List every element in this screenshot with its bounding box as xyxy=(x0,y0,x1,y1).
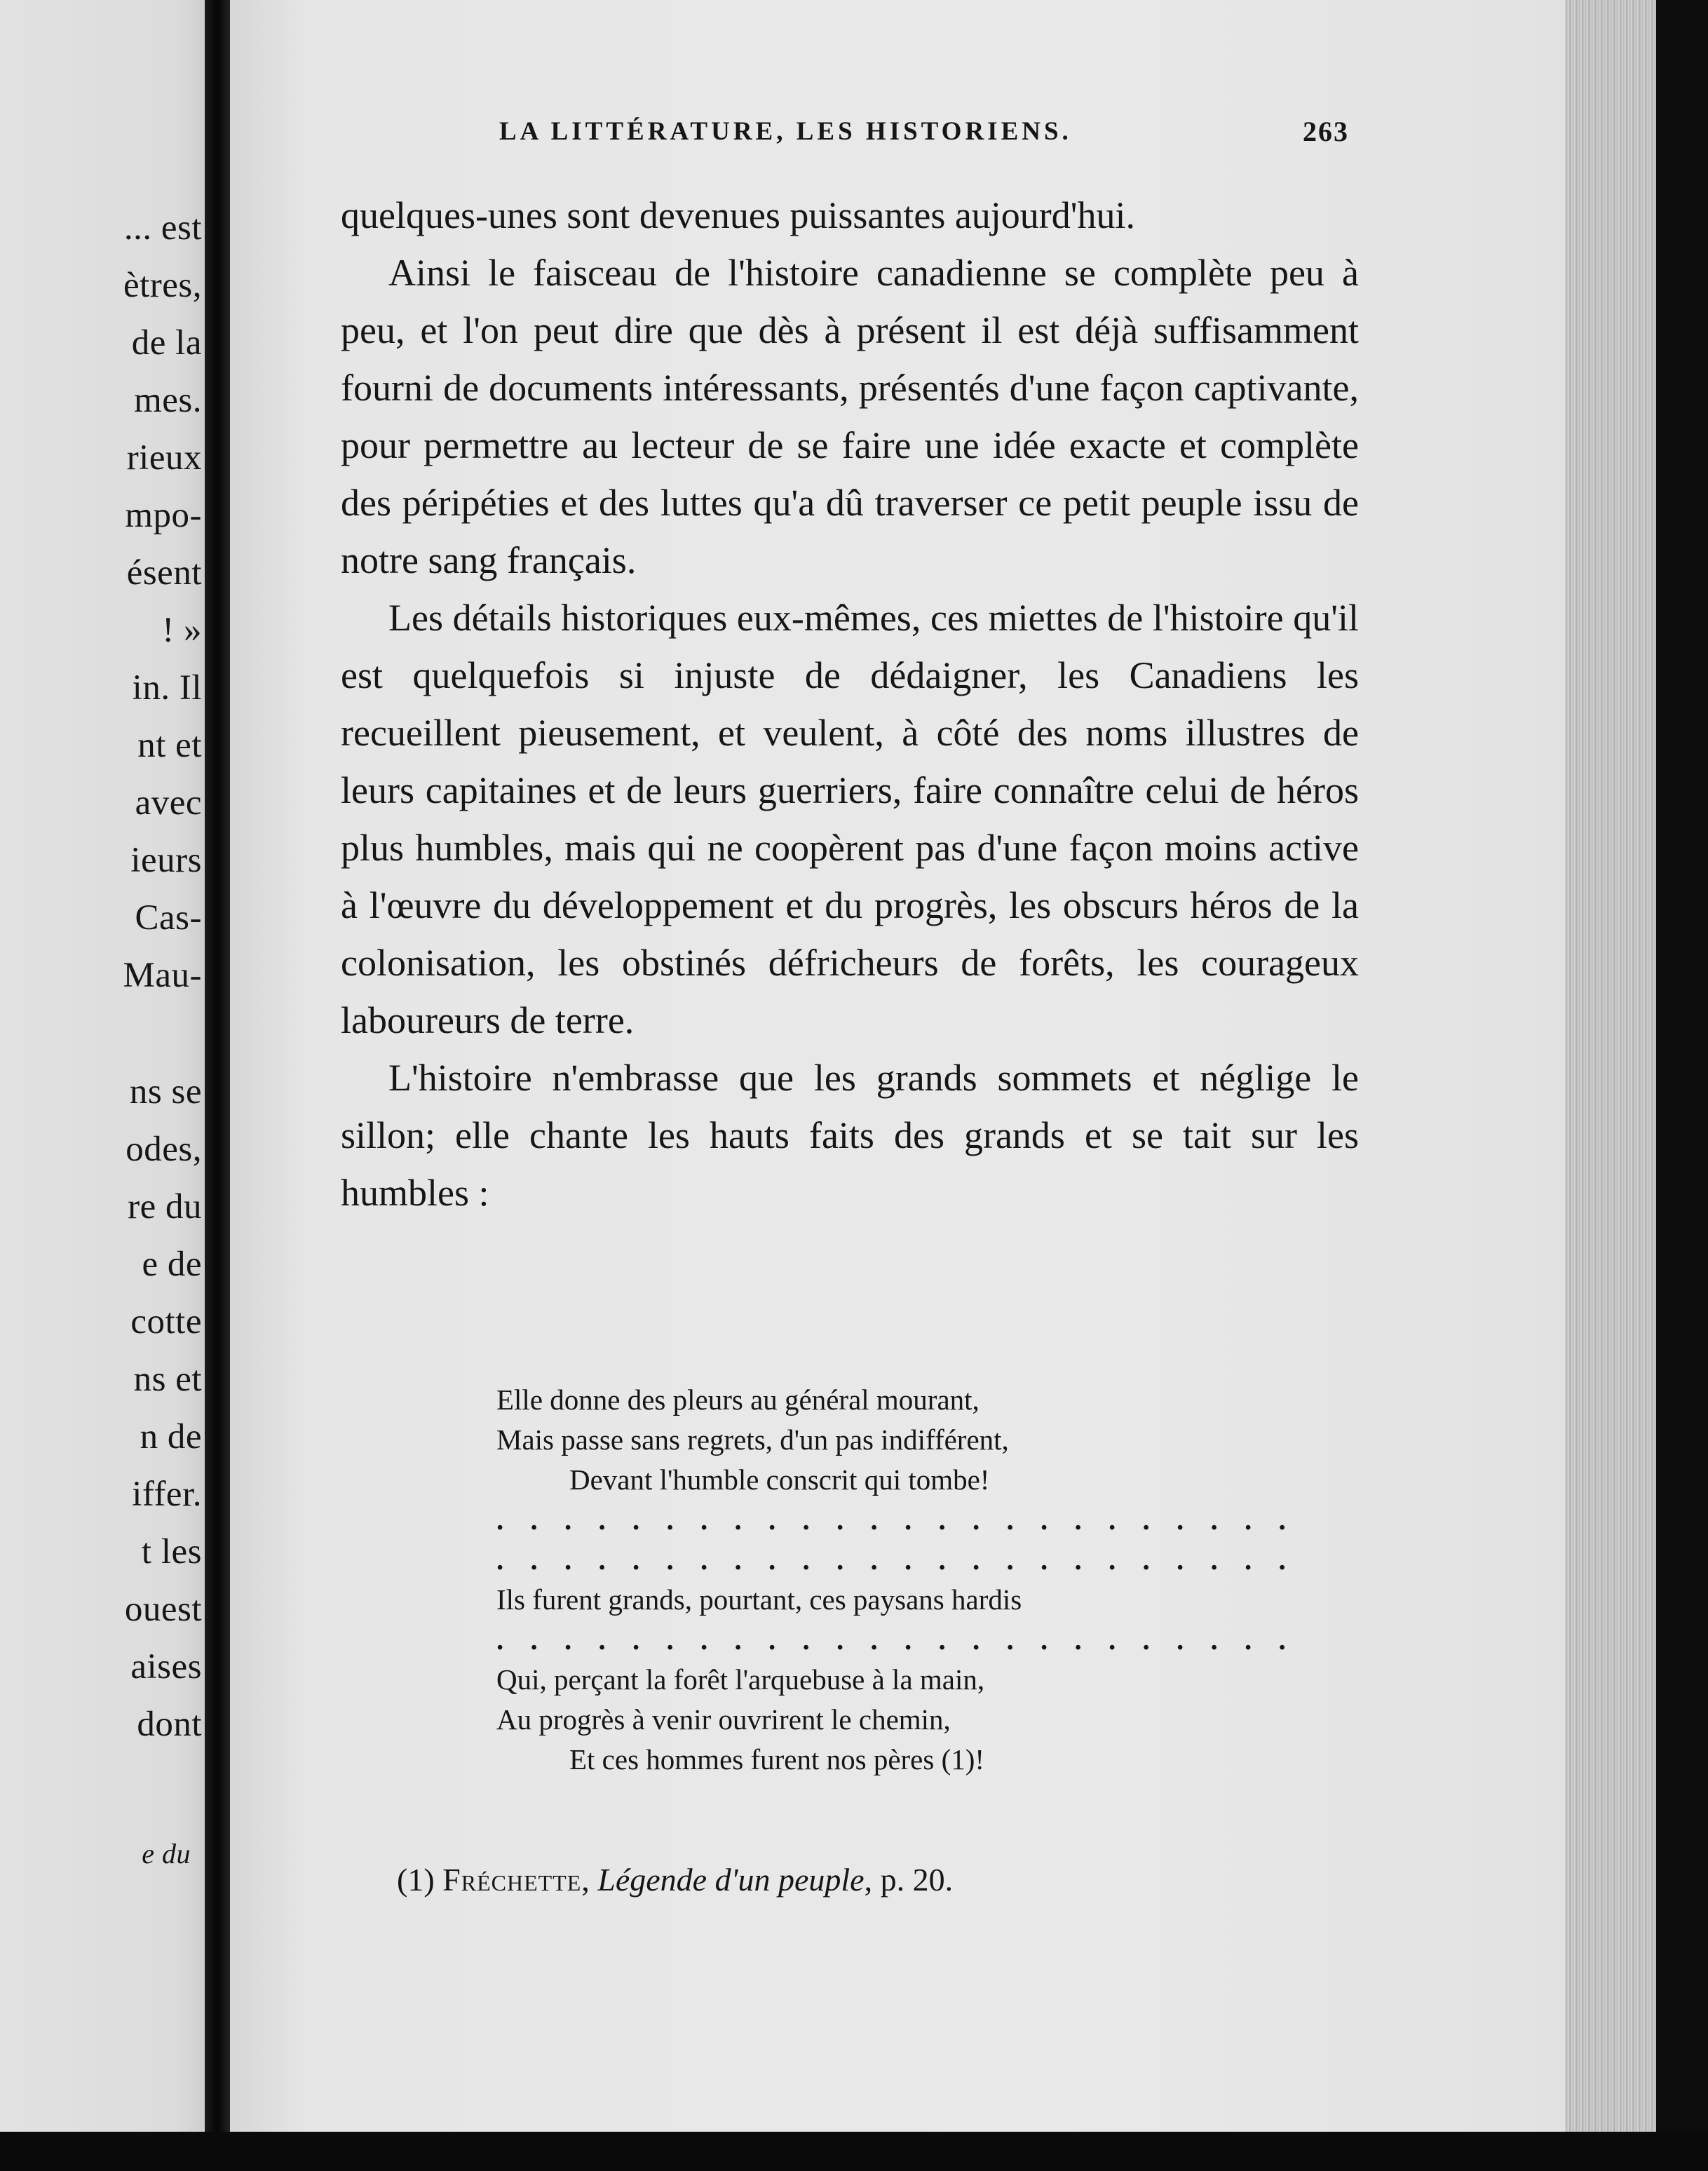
previous-page-line: ieurs xyxy=(130,841,202,880)
paragraph: quelques-unes sont devenues puissantes aujourd'hui. xyxy=(341,194,1136,236)
previous-page-line: odes, xyxy=(126,1130,202,1169)
previous-page-line: avec xyxy=(135,783,202,823)
verse-line: Devant l'humble conscrit qui tombe! xyxy=(569,1463,990,1496)
previous-page-line: in. Il xyxy=(132,668,202,708)
footnote-title: Légende d'un peuple xyxy=(597,1862,865,1898)
ellipsis-row: . . . . . . . . . . . . . . . . . . . . . . . . xyxy=(496,1623,1296,1656)
previous-page-line: cotte xyxy=(130,1302,202,1341)
previous-page-line: aises xyxy=(130,1647,202,1686)
page-number: 263 xyxy=(1303,116,1349,147)
verse-line: Qui, perçant la forêt l'arquebuse à la main, xyxy=(496,1663,985,1696)
previous-page-fragment xyxy=(0,0,205,2171)
previous-page-line: ns et xyxy=(133,1360,202,1399)
previous-page-line: n de xyxy=(140,1417,202,1456)
verse-line: Ils furent grands, pourtant, ces paysans hardis xyxy=(496,1583,1022,1616)
footnote-author: Fréchette xyxy=(442,1862,582,1898)
previous-page-line: t les xyxy=(141,1532,202,1571)
previous-page-line: rieux xyxy=(126,438,202,478)
previous-page-line: ! » xyxy=(162,611,202,650)
verse-line: Au progrès à venir ouvrirent le chemin, xyxy=(496,1703,951,1736)
running-title: LA LITTÉRATURE, LES HISTORIENS. xyxy=(499,117,1072,146)
previous-page-line: re du xyxy=(128,1187,202,1226)
previous-page-line: Cas- xyxy=(135,898,202,938)
footnote xyxy=(397,1861,953,1898)
ellipsis-row: . . . . . . . . . . . . . . . . . . . . . . . . xyxy=(496,1503,1296,1536)
previous-page-line: iffer. xyxy=(132,1475,202,1514)
book-gutter xyxy=(205,0,230,2171)
ellipsis-row: . . . . . . . . . . . . . . . . . . . . . . . . xyxy=(496,1543,1296,1576)
previous-page-line: ... est xyxy=(123,208,202,248)
previous-page-line: ns se xyxy=(129,1072,202,1111)
previous-page-line: ésent xyxy=(126,553,202,593)
footnote-separator: , xyxy=(581,1862,590,1898)
book-page xyxy=(230,0,1585,2132)
footnote-page: , p. 20. xyxy=(864,1862,954,1898)
previous-page-line: nt et xyxy=(137,726,202,765)
scan-border xyxy=(1656,0,1708,2171)
verse-quotation xyxy=(496,1380,1296,1780)
previous-page-footnote-fragment: e du xyxy=(142,1838,191,1869)
previous-page-line: Mau- xyxy=(123,956,202,995)
previous-page-line: mes. xyxy=(134,381,202,420)
body-text xyxy=(341,187,1359,1222)
verse-line: Mais passe sans regrets, d'un pas indifférent, xyxy=(496,1423,1009,1456)
verse-line: Elle donne des pleurs au général mourant, xyxy=(496,1384,980,1416)
previous-page-line: dont xyxy=(137,1705,202,1744)
previous-page-line: de la xyxy=(131,323,202,363)
paragraph: Ainsi le faisceau de l'histoire canadienne se complète peu à peu, et l'on peut dire que dès à présent il est déjà suffisamment fourni de documents intéressants, présentés d'une façon captivante, pour permettre au lecteur de se faire une idée exacte et complète des péripéties et des luttes qu'a dû traverser ce petit peuple issu de notre sang français. xyxy=(341,252,1359,581)
previous-page-line: ètres, xyxy=(123,266,202,305)
scan-border-bottom xyxy=(0,2132,1708,2171)
page-stack-edge xyxy=(1565,0,1656,2132)
previous-page-line: ouest xyxy=(124,1590,202,1629)
previous-page-line: e de xyxy=(142,1245,202,1284)
footnote-marker: (1) xyxy=(397,1862,435,1898)
verse-line: Et ces hommes furent nos pères (1)! xyxy=(569,1743,985,1776)
paragraph: L'histoire n'embrasse que les grands sommets et néglige le sillon; elle chante les hauts faits des grands et se tait sur les humbles : xyxy=(341,1057,1359,1214)
paragraph: Les détails historiques eux-mêmes, ces miettes de l'histoire qu'il est quelquefois si injuste de dédaigner, les Canadiens les recueillent pieusement, et veulent, à côté des noms illustres de leurs capitaines et de leurs guerriers, faire connaître celui de héros plus humbles, mais qui ne coopèrent pas d'une façon moins active à l'œuvre du développement et du progrès, les obscurs héros de la colonisation, les obstinés défricheurs de forêts, les courageux laboureurs de terre. xyxy=(341,597,1359,1041)
previous-page-line: mpo- xyxy=(125,496,202,535)
